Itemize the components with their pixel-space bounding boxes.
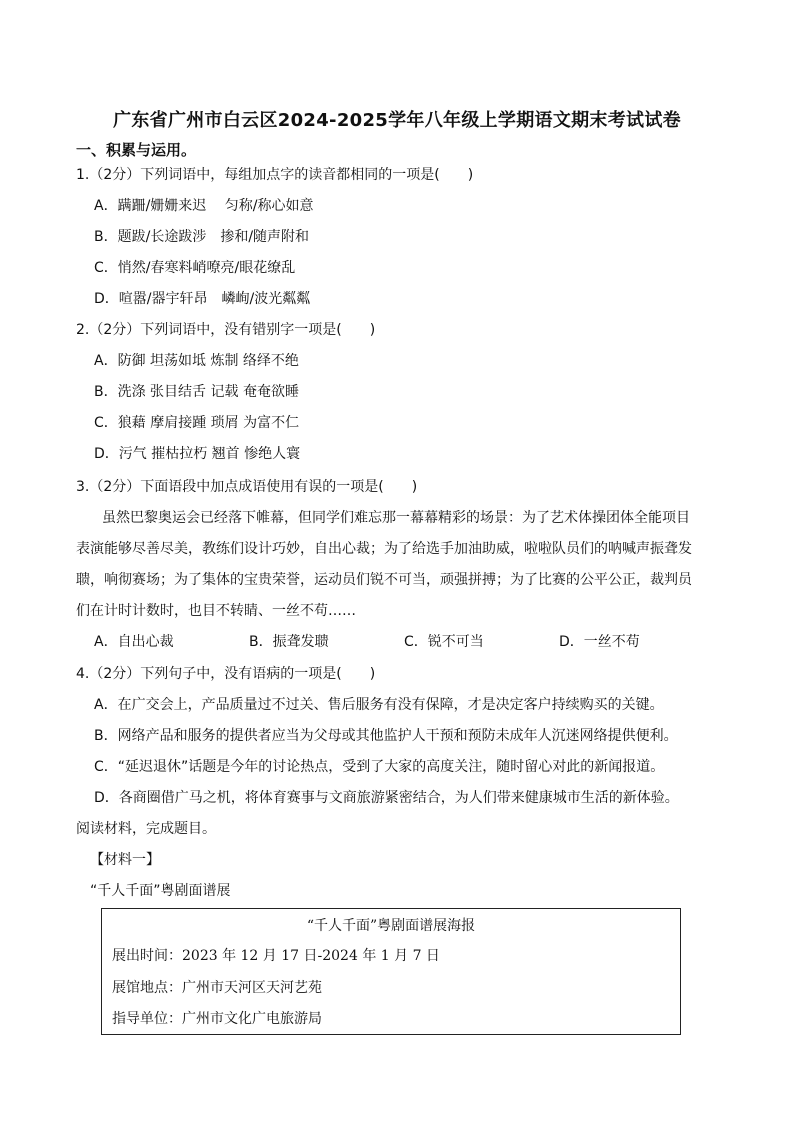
- material-caption: “千人千面”粤剧面谱展: [90, 883, 231, 899]
- question-3-passage-line-1: 虽然巴黎奥运会已经落下帷幕，但同学们难忘那一幕幕精彩的场景：为了艺术体操团体全能项目: [102, 510, 690, 526]
- material-label: 【材料一】: [90, 852, 160, 868]
- poster-box: [101, 908, 681, 1035]
- question-3-stem: 3.（2分）下面语段中加点成语使用有误的一项是( ): [76, 479, 418, 495]
- question-3-option-c: C．锐不可当: [404, 634, 484, 650]
- poster-time: 展出时间：2023 年 12 月 17 日-2024 年 1 月 7 日: [112, 948, 440, 964]
- question-2-option-b: B．洗涤 张目结舌 记载 奄奄欲睡: [94, 384, 299, 400]
- question-4-option-a: A．在广交会上，产品质量过不过关、售后服务有没有保障，才是决定客户持续购买的关键。: [94, 697, 664, 713]
- question-3-passage-line-4: 们在计时计数时，也目不转睛、一丝不苟……: [76, 603, 356, 619]
- question-1-stem: 1.（2分）下列词语中，每组加点字的读音都相同的一项是( ): [76, 167, 474, 183]
- question-1-option-b: B．题跋/长途跋涉 掺和/随声附和: [94, 229, 310, 245]
- reading-intro: 阅读材料，完成题目。: [76, 821, 216, 837]
- question-2-option-d: D．污气 摧枯拉朽 翘首 惨绝人寰: [94, 446, 301, 462]
- question-4-option-c: C．“延迟退休”话题是今年的讨论热点，受到了大家的高度关注，随时留心对此的新闻报道。: [94, 759, 665, 775]
- question-1-option-d: D．喧嚣/器宇轩昂 嶙峋/波光粼粼: [94, 291, 311, 307]
- question-3-option-b: B．振聋发聩: [249, 634, 329, 650]
- question-2-option-a: A．防御 坦荡如坻 炼制 络绎不绝: [94, 353, 299, 369]
- question-2-stem: 2.（2分）下列词语中，没有错别字一项是( ): [76, 322, 376, 338]
- question-3-option-d: D．一丝不苟: [559, 634, 640, 650]
- question-3-passage-line-3: 聩，响彻赛场；为了集体的宝贵荣誉，运动员们锐不可当，顽强拼搏；为了比赛的公平公正，裁判员: [76, 572, 692, 588]
- question-3-option-a: A．自出心裁: [94, 634, 174, 650]
- question-4-option-d: D．各商圈借广马之机，将体育赛事与文商旅游紧密结合，为人们带来健康城市生活的新体验。: [94, 790, 679, 806]
- question-1-option-a: A．蹒跚/姗姗来迟 匀称/称心如意: [94, 198, 314, 214]
- question-4-option-b: B．网络产品和服务的提供者应当为父母或其他监护人干预和预防未成年人沉迷网络提供便利。: [94, 728, 678, 744]
- section-heading: 一、积累与运用。: [76, 141, 197, 159]
- question-3-options: [94, 632, 714, 652]
- poster-title: “千人千面”粤剧面谱展海报: [306, 918, 476, 934]
- question-4-stem: 4.（2分）下列句子中，没有语病的一项是( ): [76, 666, 376, 682]
- page-title: 广东省广州市白云区2024-2025学年八年级上学期语文期末考试试卷: [113, 110, 681, 131]
- poster-venue: 展馆地点：广州市天河区天河艺苑: [112, 980, 322, 996]
- question-3-passage-line-2: 表演能够尽善尽美，教练们设计巧妙，自出心裁；为了给选手加油助威，啦啦队员们的呐喊声振聋发: [76, 541, 692, 557]
- poster-unit: 指导单位：广州市文化广电旅游局: [112, 1011, 322, 1027]
- question-1-option-c: C．悄然/春寒料峭嘹亮/眼花缭乱: [94, 260, 296, 276]
- question-2-option-c: C．狼藉 摩肩接踵 琐屑 为富不仁: [94, 415, 300, 431]
